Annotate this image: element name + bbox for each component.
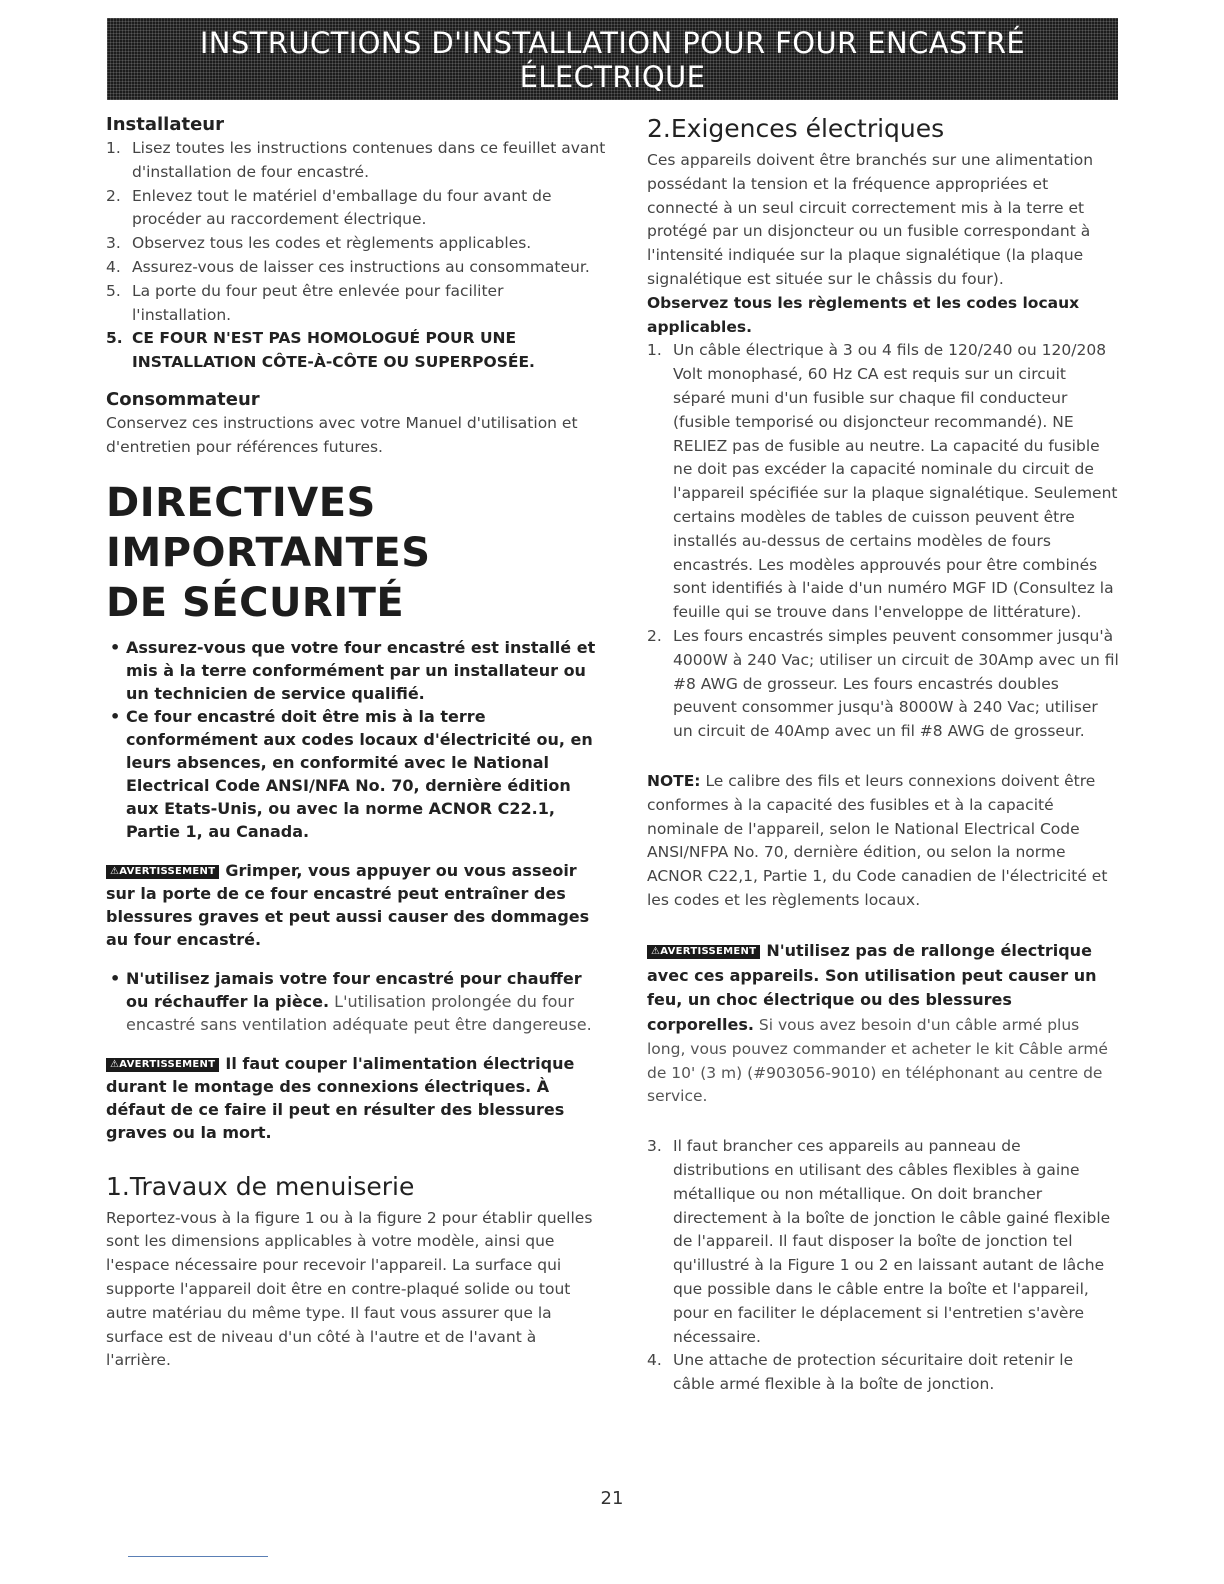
list-item: 5. La porte du four peut être enlevée pour faciliter l'installation.	[106, 281, 504, 324]
note-paragraph: NOTE: Le calibre des fils et leurs connexions doivent être conformes à la capacité des fusibles et à la capacité nominale de l'appareil, selon le National Electrical Code ANSI/NFPA No. 70, dernière édition, ou selon la norme ACNOR C22,1, Partie 1, du Code canadien de l'électricité et les codes et les règlements locaux.	[647, 771, 1108, 909]
travaux-heading: 1.Travaux de menuiserie	[106, 1171, 415, 1201]
consommateur-heading: Consommateur	[106, 388, 260, 410]
warning-paragraph: ⚠AVERTISSEMENT N'utilisez pas de rallonge électrique avec ces appareils. Son utilisation peut causer un feu, un choc électrique ou des blessures corporelles. Si vous avez besoin d'un câble armé plus long, vous pouvez commander et acheter le kit Câble armé de 10' (3 m) (#903056-9010) en téléphonant au centre de service.	[647, 940, 1108, 1106]
installateur-heading: Installateur	[106, 114, 224, 135]
list-item: 1. Lisez toutes les instructions contenues dans ce feuillet avant d'installation de four encastré.	[106, 139, 606, 181]
warning-badge: ⚠AVERTISSEMENT	[106, 1058, 219, 1072]
list-item: • N'utilisez jamais votre four encastré pour chauffer ou réchauffer la pièce. L'utilisation prolongée du four encastré sans ventilation adéquate peut être dangereuse.	[110, 968, 592, 1034]
list-item: 2. Enlevez tout le matériel d'emballage du four avant de procéder au raccordement électrique.	[106, 186, 552, 229]
installateur-list	[106, 137, 606, 375]
list-item: 3. Observez tous les codes et règlements applicables.	[106, 234, 532, 253]
left-column	[106, 114, 606, 1373]
warning-block: ⚠AVERTISSEMENT Il faut couper l'alimentation électrique durant le montage des connexions électriques. À défaut de ce faire il peut en résulter des blessures graves ou la mort.	[106, 1053, 575, 1142]
list-item: 2. Les fours encastrés simples peuvent consommer jusqu'à 4000W à 240 Vac; utiliser un circuit de 30Amp avec un fil #8 AWG de grosseur. Les fours encastrés doubles peuvent consommer jusqu'à 8000W à 240 Vac; utiliser un circuit de 40Amp avec un fil #8 AWG de grosseur.	[647, 626, 1119, 741]
warning-block: ⚠AVERTISSEMENT Grimper, vous appuyer ou vous asseoir sur la porte de ce four encastré peut entraîner des blessures graves et peut aussi causer des dommages au four encastré.	[106, 860, 590, 949]
banner-title: INSTRUCTIONS D'INSTALLATION POUR FOUR ENCASTRÉ ÉLECTRIQUE	[199, 26, 1026, 94]
travaux-text: Reportez-vous à la figure 1 ou à la figure 2 pour établir quelles sont les dimensions applicables à votre modèle, ainsi que l'espace nécessaire pour recevoir l'appareil. La surface qui supporte l'appareil doit être en contre-plaqué solide ou tout autre matériau du même type. Il faut vous assurer que la surface est de niveau d'un côté à l'autre et de l'avant à l'arrière.	[106, 1208, 593, 1370]
header-banner	[107, 18, 1118, 121]
warning-badge: ⚠AVERTISSEMENT	[647, 945, 760, 959]
list-item: 4. Une attache de protection sécuritaire doit retenir le câble armé flexible à la boîte de jonction.	[647, 1351, 1074, 1394]
banner-subtitle: (Combiné à une table de cuisson électrique ou à gaz (en option))	[335, 101, 890, 121]
list-item: 5. CE FOUR N'EST PAS HOMOLOGUÉ POUR UNE INSTALLATION CÔTE-À-CÔTE OU SUPERPOSÉE.	[106, 329, 535, 372]
directives-bullets-2	[106, 967, 606, 1036]
list-item: • Assurez-vous que votre four encastré est installé et mis à la terre conformément par un installateur ou un technicien de service qualifié.	[110, 637, 596, 703]
warning-badge: ⚠AVERTISSEMENT	[106, 865, 219, 879]
list-item: 1. Un câble électrique à 3 ou 4 fils de 120/240 ou 120/208 Volt monophasé, 60 Hz CA est requis sur un circuit séparé muni d'un fusible sur chaque fil conducteur (fusible temporisé ou disjoncteur recommandé). NE RELIEZ pas de fusible au neutre. La capacité du fusible ne doit pas excéder la capacité nominale du circuit de l'appareil spécifiée sur la plaque signalétique. Seulement certains modèles de tables de cuisson peuvent être installés au-dessus de certains modèles de fours encastrés. Les modèles approuvés pour être combinés sont identifiés à l'aide d'un numéro MGF ID (Consultez la feuille qui se trouve dans l'enveloppe de littérature).	[647, 341, 1118, 622]
exigences-heading: 2.Exigences électriques	[647, 114, 945, 143]
right-column	[647, 114, 1119, 1397]
exigences-intro: Ces appareils doivent être branchés sur une alimentation possédant la tension et la fréquence appropriées et connecté à un seul circuit correctement mis à la terre et protégé par un disjoncteur ou un fusible correspondant à l'intensité indiquée sur la plaque signalétique (la plaque signalétique est située sur le châssis du four).	[647, 151, 1094, 288]
page-number: 21	[600, 1488, 624, 1509]
directives-title: DIRECTIVES IMPORTANTES DE SÉCURITÉ	[106, 479, 431, 626]
exigences-list-2	[647, 1135, 1119, 1397]
list-item: • Ce four encastré doit être mis à la terre conformément aux codes locaux d'électricité ou, en leurs absences, en conformité avec le National Electrical Code ANSI/NFA No. 70, dernière édition aux Etats-Unis, ou avec la norme ACNOR C22.1, Partie 1, au Canada.	[110, 706, 593, 841]
list-item: 3. Il faut brancher ces appareils au panneau de distributions en utilisant des câbles flexibles à gaine métallique ou non métallique. On doit brancher directement à la boîte de jonction le câble gainé flexible de l'appareil. Il faut disposer la boîte de jonction tel qu'illustré à la Figure 1 ou 2 en laissant autant de lâche que possible dans le câble entre la boîte et l'appareil, pour en faciliter le déplacement si l'entretien s'avère nécessaire.	[647, 1137, 1111, 1346]
list-item: 4. Assurez-vous de laisser ces instructions au consommateur.	[106, 257, 590, 276]
consommateur-text: Conservez ces instructions avec votre Manuel d'utilisation et d'entretien pour références futures.	[106, 413, 578, 456]
exigences-observe: Observez tous les règlements et les codes locaux applicables.	[647, 293, 1080, 336]
footer-rule	[128, 1556, 268, 1557]
directives-bullets	[106, 636, 606, 843]
exigences-list	[647, 339, 1119, 744]
